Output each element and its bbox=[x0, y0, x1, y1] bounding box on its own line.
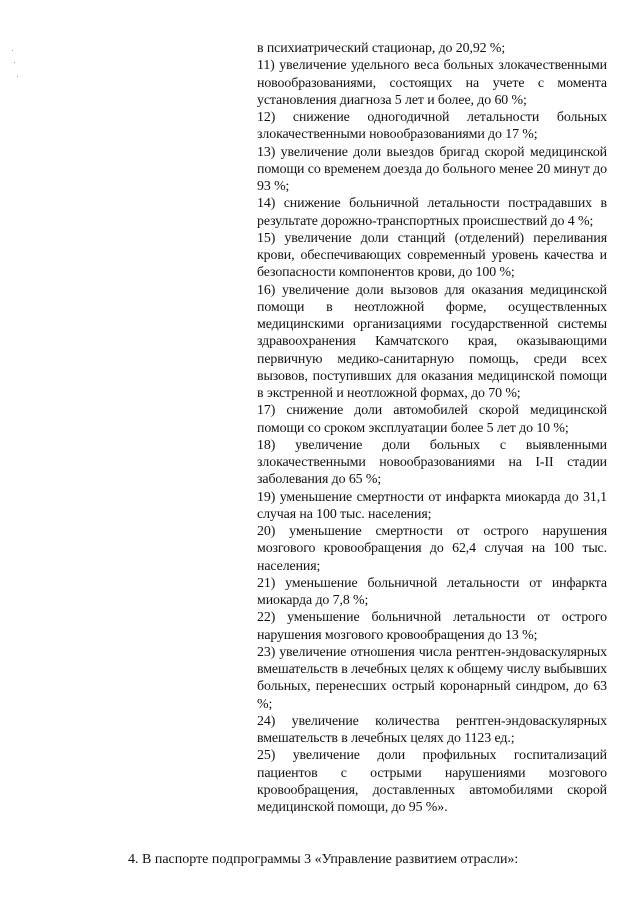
list-item: 23) увеличение отношения числа рентген-эндоваскулярных вмешательств в лечебных целях к общему числу выбывших больных, перенесших острый коронарный синдром, до 63 %; bbox=[257, 644, 607, 712]
list-item: 14) снижение больничной летальности пострадавших в результате дорожно-транспортных происшествий до 4 %; bbox=[257, 196, 607, 229]
list-item: 15) увеличение доли станций (отделений) переливания крови, обеспечивающих современный уровень качества и безопасности компонентов крови, до 100 %; bbox=[257, 230, 607, 281]
list-item: 11) увеличение удельного веса больных злокачественными новообразованиями, состоящих на учете с момента установления диагноза 5 лет и более, до 60 %; bbox=[257, 58, 607, 108]
list-item: 25) увеличение доли профильных госпитализаций пациентов с острыми нарушениями мозгового кровообращения, доставленных автомобилями скорой медицинской помощи, до 95 %». bbox=[257, 748, 607, 815]
scan-speck bbox=[12, 50, 13, 51]
lead-fragment: в психиатрический стационар, до 20,92 %; bbox=[257, 41, 506, 56]
list-item: 24) увеличение количества рентген-эндоваскулярных вмешательств в лечебных целях до 1123 ед.; bbox=[257, 713, 607, 746]
scan-speck bbox=[14, 62, 15, 63]
list-item: 19) уменьшение смертности от инфаркта миокарда до 31,1 случая на 100 тыс. населения; bbox=[257, 489, 607, 522]
list-item: 21) уменьшение больничной летальности от инфаркта миокарда до 7,8 %; bbox=[257, 575, 607, 608]
list-item: 12) снижение одногодичной летальности больных злокачественными новообразованиями до 17 %; bbox=[257, 110, 607, 143]
section-heading: 4. В паспорте подпрограммы 3 «Управление развитием отрасли»: bbox=[128, 852, 519, 867]
list-item: 17) снижение доли автомобилей скорой медицинской помощи со сроком эксплуатации более 5 лет до 10 %; bbox=[257, 403, 607, 436]
list-item: 20) уменьшение смертности от острого нарушения мозгового кровообращения до 62,4 случая на 100 тыс. населения; bbox=[257, 524, 607, 574]
scan-speck bbox=[17, 76, 18, 77]
list-item: 13) увеличение доли выездов бригад скорой медицинской помощи со временем доезда до больного менее 20 минут до 93 %; bbox=[257, 144, 607, 194]
indicator-list bbox=[257, 40, 607, 816]
list-item: 22) уменьшение больничной летальности от острого нарушения мозгового кровообращения до 13 %; bbox=[257, 610, 607, 643]
list-item: 18) увеличение доли больных с выявленными злокачественными новообразованиями на I-II стадии заболевания до 65 %; bbox=[257, 437, 607, 488]
list-item: 16) увеличение доли вызовов для оказания медицинской помощи в неотложной форме, осуществленных медицинскими организациями государственной системы здравоохранения Камчатского края, оказывающими первичную медико-санитарную помощь, среди всех вызовов, поступивших для оказания медицинской помощи в экстренной и неотложной формах, до 70 %; bbox=[257, 282, 607, 401]
